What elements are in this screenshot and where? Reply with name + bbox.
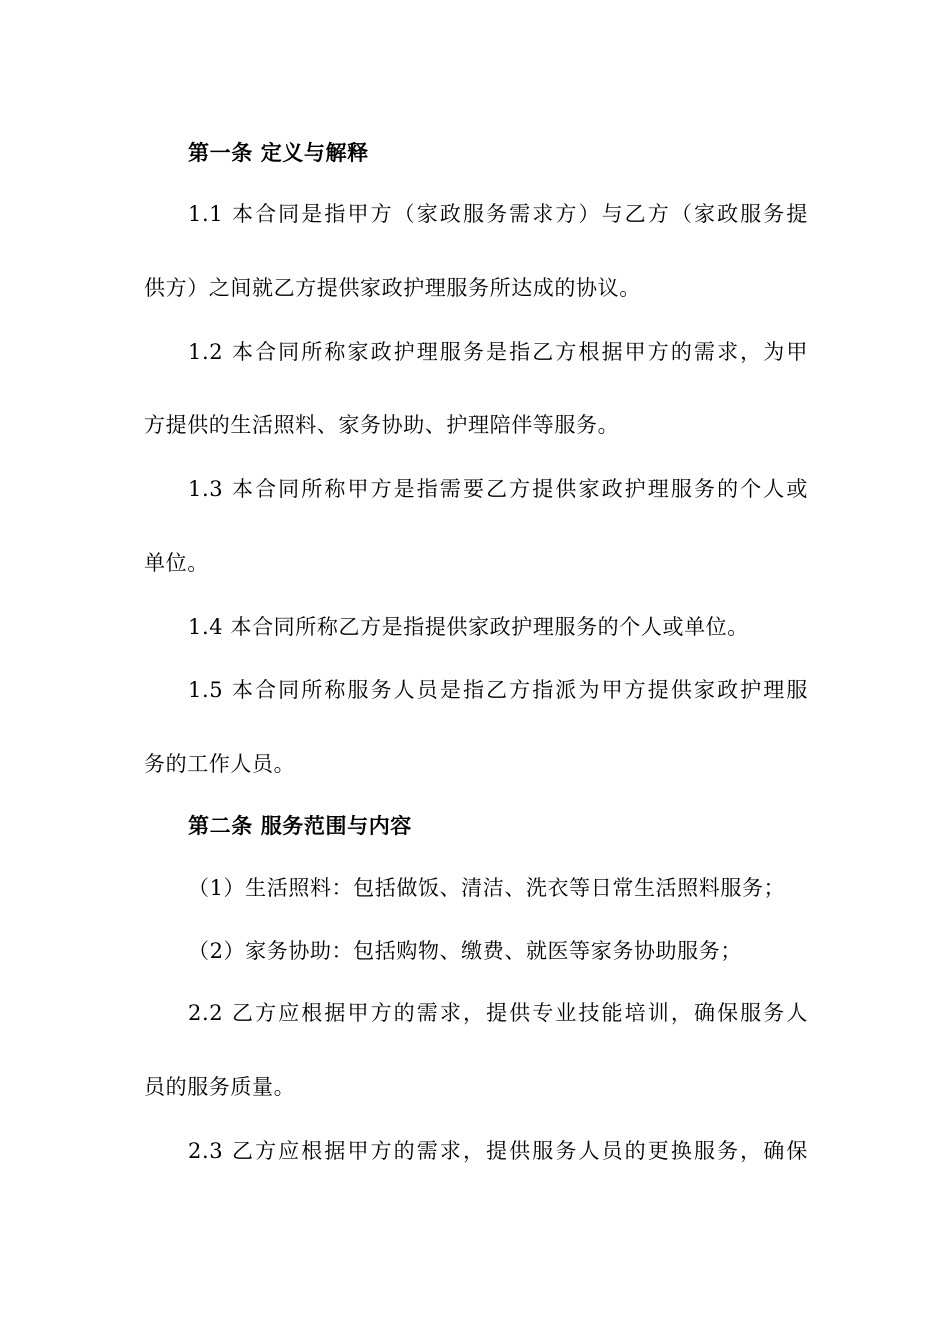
clause-1-3-line-1: 1.3 本合同所称甲方是指需要乙方提供家政护理服务的个人或 <box>188 477 808 501</box>
clause-2-2-line-1: 2.2 乙方应根据甲方的需求，提供专业技能培训，确保服务人 <box>188 1001 808 1025</box>
list-item-2: （2）家务协助：包括购物、缴费、就医等家务协助服务； <box>188 939 742 963</box>
clause-1-1-line-1: 1.1 本合同是指甲方（家政服务需求方）与乙方（家政服务提 <box>188 202 808 226</box>
section-heading-1: 第一条 定义与解释 <box>188 141 369 165</box>
clause-1-2-line-2: 方提供的生活照料、家务协助、护理陪伴等服务。 <box>144 413 620 437</box>
clause-1-2-line-1: 1.2 本合同所称家政护理服务是指乙方根据甲方的需求，为甲 <box>188 340 808 364</box>
clause-1-3-line-2: 单位。 <box>144 551 209 575</box>
section-heading-2: 第二条 服务范围与内容 <box>188 814 412 838</box>
clause-1-1-line-2: 供方）之间就乙方提供家政护理服务所达成的协议。 <box>144 276 641 300</box>
clause-2-3-line-1: 2.3 乙方应根据甲方的需求，提供服务人员的更换服务，确保 <box>188 1139 808 1163</box>
list-item-1: （1）生活照料：包括做饭、清洁、洗衣等日常生活照料服务； <box>188 876 786 900</box>
clause-1-4: 1.4 本合同所称乙方是指提供家政护理服务的个人或单位。 <box>188 615 749 639</box>
clause-1-5-line-2: 务的工作人员。 <box>144 752 296 776</box>
clause-1-5-line-1: 1.5 本合同所称服务人员是指乙方指派为甲方提供家政护理服 <box>188 678 808 702</box>
clause-2-2-line-2: 员的服务质量。 <box>144 1075 296 1099</box>
